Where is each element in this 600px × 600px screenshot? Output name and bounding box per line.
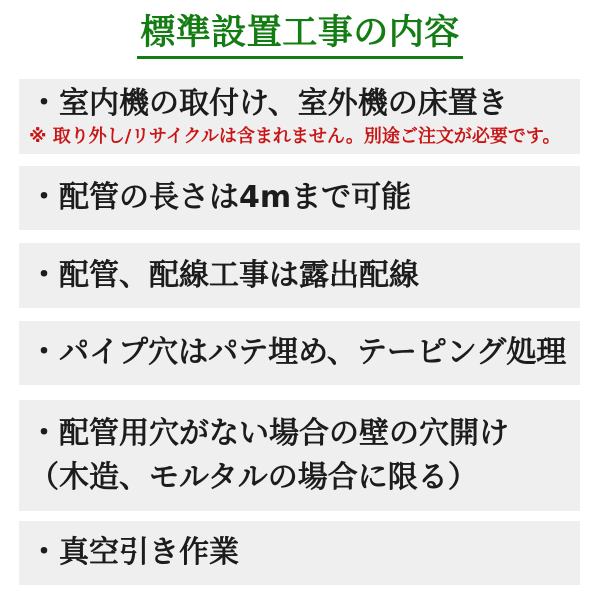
list-item-indoor-outdoor-unit <box>19 79 580 154</box>
list-item-pipe-hole-sealing <box>19 321 580 385</box>
title-wrap <box>0 12 600 59</box>
list-item-text: ・配管、配線工事は露出配線 <box>29 257 419 293</box>
list-item-text: ・室内機の取付け、室外機の床置き <box>29 85 508 121</box>
list-item-text: ・配管の長さは4mまで可能 <box>29 180 412 216</box>
list-item-text: ・真空引き作業 <box>29 535 239 571</box>
list-item-text: ・配管用穴がない場合の壁の穴開け <box>29 416 509 451</box>
list-item-disclaimer-note: ※ 取り外し/リサイクルは含まれません。別途ご注文が必要です。 <box>29 126 561 148</box>
list-item-text-line2: （木造、モルタルの場合に限る） <box>29 459 478 495</box>
page-title: 標準設置工事の内容 <box>137 12 463 59</box>
list-item-text: ・パイプ穴はパテ埋め、テーピング処理 <box>29 335 567 371</box>
list-item-exposed-wiring <box>19 243 580 308</box>
list-item-wall-hole-drilling <box>19 400 580 511</box>
list-item-pipe-length <box>19 166 580 230</box>
list-item-vacuum-work <box>19 521 580 585</box>
